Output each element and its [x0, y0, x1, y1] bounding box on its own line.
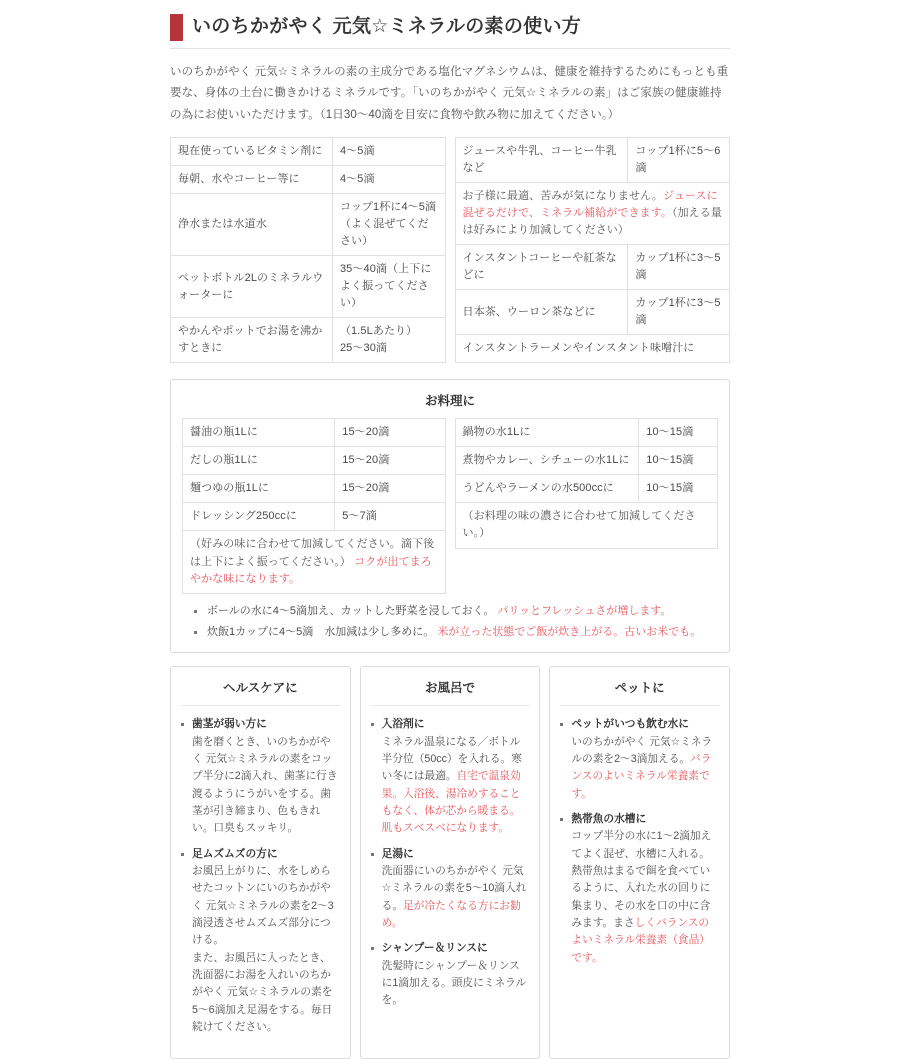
usage-full-cell: インスタントラーメンやインスタント味噌汁に	[455, 335, 730, 363]
list-item	[194, 622, 718, 643]
tip-body	[571, 734, 719, 803]
usage-note-cell	[455, 182, 730, 244]
cooking-title: お料理に	[424, 394, 475, 409]
cooking-value-cell: 10〜15滴	[639, 475, 718, 503]
tip-text-highlight: 自宅で温泉効果。入浴後、湯冷めすることもなく、体が芯から暖まる。肌もスベスベになります。	[381, 770, 521, 835]
usage-value-cell: 4〜5滴	[332, 165, 445, 193]
table-row	[183, 475, 446, 503]
panel-title: お風呂で	[371, 678, 530, 706]
tip-text: 洗髪時にシャンプー＆リンスに1滴加える。頭皮にミネラルを。	[381, 959, 527, 1007]
usage-label-cell: 日本茶、ウーロン茶などに	[455, 290, 628, 335]
list-item	[560, 716, 719, 803]
list-item	[194, 601, 718, 622]
tip-body	[382, 958, 530, 1010]
table-row	[171, 193, 446, 255]
tip-text-highlight: しくバランスのよいミネラル栄養素（食品）です。	[571, 917, 710, 964]
usage-table-band	[170, 137, 730, 363]
cooking-card	[170, 379, 730, 653]
usage-value-cell: カップ1杯に3〜5滴	[628, 245, 730, 290]
bullet-text: ボールの水に4〜5滴加え、カットした野菜を浸しておく。	[207, 604, 495, 617]
table-row	[171, 137, 446, 165]
note-text-highlight: コクが出てまろやかな味になります。	[190, 555, 432, 585]
cooking-note-cell	[183, 531, 446, 593]
cooking-value-cell: 15〜20滴	[335, 447, 445, 475]
usage-label-cell: ジュースや牛乳、コーヒー牛乳など	[455, 137, 628, 182]
bullet-text: 炊飯1カップに4〜5滴 水加減は少し多めに。	[207, 626, 435, 639]
tip-body	[571, 828, 719, 967]
table-row	[183, 447, 446, 475]
page-header	[170, 0, 730, 49]
table-row	[183, 419, 446, 447]
note-text-highlight: ジュースに混ぜるだけで、ミネラル補給ができます。	[462, 189, 718, 219]
table-row	[455, 503, 718, 548]
note-text: お子様に最適、苦みが気になりません。	[462, 189, 663, 202]
cooking-label-cell: だしの瓶1Lに	[183, 447, 335, 475]
tip-text: お風呂上がりに、水をしめらせたコットンにいのちかがやく 元気☆ミネラルの素を2〜3滴浸透させムズムズ部分につける。	[192, 865, 334, 947]
usage-value-cell: カップ1杯に3〜5滴	[628, 290, 730, 335]
tip-body	[382, 863, 530, 932]
cooking-label-cell: 麺つゆの瓶1Lに	[183, 475, 335, 503]
usage-label-cell: やかんやポットでお湯を沸かすときに	[171, 318, 333, 363]
panel-card	[360, 666, 541, 1059]
table-row	[455, 335, 730, 363]
tip-text: コップ半分の水に1〜2滴加えてよく混ぜ、水槽に入れる。熱帯魚はまるで餌を食べているように、入れた水の回りに集まり、その水を口の中に含みます。まさ	[571, 830, 712, 930]
cooking-label-cell: 醤油の瓶1Lに	[183, 419, 335, 447]
usage-table-right	[455, 137, 731, 363]
list-item	[181, 846, 340, 1037]
cooking-label-cell: うどんやラーメンの水500ccに	[455, 475, 639, 503]
cooking-value-cell: 10〜15滴	[639, 419, 718, 447]
panel-tip-list	[371, 716, 530, 1009]
table-row	[455, 475, 718, 503]
cooking-left-body	[183, 419, 446, 593]
usage-label-cell: 現在使っているビタミン剤に	[171, 137, 333, 165]
cooking-tables	[182, 418, 718, 593]
panel-title: ヘルスケアに	[181, 678, 340, 706]
cooking-value-cell: 15〜20滴	[335, 419, 445, 447]
tip-heading: 歯茎が弱い方に	[192, 718, 267, 731]
panel-row	[170, 666, 730, 1059]
usage-label-cell: 浄水または水道水	[171, 193, 333, 255]
cooking-bullet-list	[182, 601, 718, 644]
table-row	[455, 182, 730, 244]
bullet-text-highlight: パリッとフレッシュさが増します。	[497, 604, 672, 617]
table-row	[455, 137, 730, 182]
usage-value-cell: 35〜40滴（上下によく振ってください）	[332, 256, 445, 318]
panel-card	[549, 666, 730, 1059]
bullet-text-highlight: 米が立った状態でご飯が炊き上がる。古いお米でも。	[437, 626, 702, 639]
tip-text: ミネラル温泉になる／ボトル半分位（50cc）を入れる。寒い冬には最適。	[381, 735, 522, 783]
cooking-label-cell: ドレッシング250ccに	[183, 503, 335, 531]
tip-body	[192, 734, 340, 838]
usage-right-body	[455, 137, 730, 362]
cooking-note-cell: （お料理の味の濃さに合わせて加減してください。）	[455, 503, 718, 548]
list-item	[181, 716, 340, 837]
usage-value-cell: 4〜5滴	[332, 137, 445, 165]
cooking-table-right	[455, 418, 719, 548]
tip-body	[382, 734, 530, 838]
intro-paragraph: いのちかがやく 元気☆ミネラルの素の主成分である塩化マグネシウムは、健康を維持するためにもっとも重要な、身体の土台に働きかけるミネラルです。「いのちかがやく 元気☆ミネラルの素」はご家族の健康維持の為にお使いいただけます。（1日30〜40滴を目安に食物や飲み物に加えてください。）	[170, 66, 729, 121]
tip-text: 歯を磨くとき、いのちかがやく 元気☆ミネラルの素をコップ半分に2滴入れ、歯茎に行き渡るようにうがいをする。歯茎が引き締まり、色もきれい。口臭もスッキリ。	[192, 735, 338, 835]
usage-value-cell: （1.5Lあたり）25〜30滴	[332, 318, 445, 363]
page-title: いのちかがやく 元気☆ミネラルの素の使い方	[192, 16, 582, 38]
table-row	[183, 503, 446, 531]
table-row	[455, 419, 718, 447]
list-item	[371, 940, 530, 1009]
usage-label-cell: 毎朝、水やコーヒー等に	[171, 165, 333, 193]
tip-body	[192, 863, 340, 1036]
usage-value-cell: コップ1杯に4〜5滴（よく混ぜてください）	[332, 193, 445, 255]
cooking-value-cell: 15〜20滴	[335, 475, 445, 503]
list-item	[371, 846, 530, 933]
usage-value-cell: コップ1杯に5〜6滴	[628, 137, 730, 182]
panel-title: ペットに	[560, 678, 719, 706]
note-text: （好みの味に合わせて加減してください。滴下後は上下によく振ってください。）	[190, 538, 435, 568]
tip-heading: 入浴剤に	[381, 718, 425, 731]
tip-heading: 足ムズムズの方に	[192, 847, 278, 860]
table-row	[455, 447, 718, 475]
table-row	[171, 165, 446, 193]
table-row	[455, 290, 730, 335]
usage-label-cell: インスタントコーヒーや紅茶などに	[455, 245, 628, 290]
table-row	[171, 256, 446, 318]
tip-text: いのちかがやく 元気☆ミネラルの素を2〜3滴加える。	[571, 735, 713, 766]
cooking-label-cell: 煮物やカレー、シチューの水1Lに	[455, 447, 639, 475]
list-item	[371, 716, 530, 837]
cooking-value-cell: 10〜15滴	[639, 447, 718, 475]
table-row	[171, 318, 446, 363]
list-item	[560, 811, 719, 967]
accent-square-icon	[170, 14, 183, 41]
tip-text-highlight: バランスのよいミネラル栄養素です。	[571, 753, 712, 800]
usage-left-body	[171, 137, 446, 362]
usage-label-cell: ペットボトル2Lのミネラルウォーターに	[171, 256, 333, 318]
panel-card	[170, 666, 351, 1059]
tip-text: 洗面器にいのちかがやく 元気☆ミネラルの素を5〜10滴入れる。	[381, 865, 527, 912]
usage-table-left	[170, 137, 446, 363]
table-row	[183, 531, 446, 593]
tip-heading: シャンプー＆リンスに	[381, 942, 488, 955]
tip-heading: ペットがいつも飲む水に	[571, 718, 689, 731]
cooking-label-cell: 鍋物の水1Lに	[455, 419, 639, 447]
content-column	[170, 0, 730, 1059]
cooking-right-body	[455, 419, 718, 548]
tip-text: また、お風呂に入ったとき、洗面器にお湯を入れいのちかがやく 元気☆ミネラルの素を5〜6滴加え足湯をする。毎日続けてください。	[192, 951, 333, 1034]
table-row	[455, 245, 730, 290]
tip-text-highlight: 足が冷たくなる方にお勧め。	[381, 899, 521, 930]
cooking-table-left	[182, 418, 446, 593]
panel-tip-list	[181, 716, 340, 1036]
panel-tip-list	[560, 716, 719, 967]
tip-heading: 熱帯魚の水槽に	[571, 813, 647, 826]
cooking-value-cell: 5〜7滴	[335, 503, 445, 531]
note-text: （加える量は好みにより加減してください）	[462, 206, 722, 236]
tip-heading: 足湯に	[381, 847, 414, 860]
